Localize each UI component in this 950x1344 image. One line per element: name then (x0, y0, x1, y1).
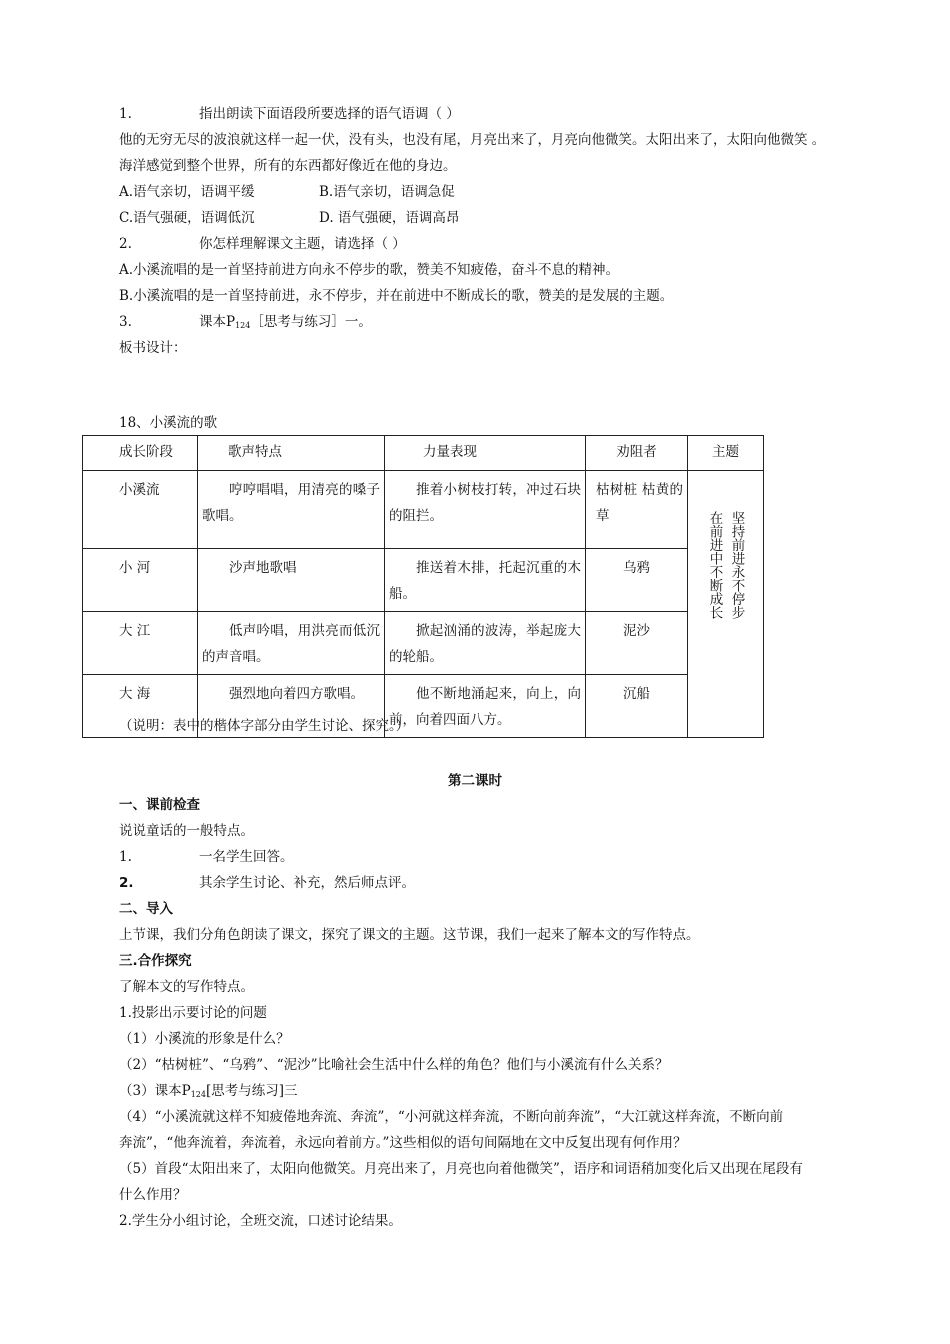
item-text: 其余学生讨论、补充，然后师点评。 (199, 875, 415, 891)
section-heading: 第二课时 (448, 773, 502, 789)
passage-line: 他的无穷无尽的波浪就这样一起一伏，没有头，也没有尾，月亮出来了，月亮向他微笑。太阳出来了，太阳向他微笑 。 (119, 132, 826, 148)
blocker-cell: 乌鸦 (586, 549, 688, 612)
theme-cell (688, 471, 764, 738)
discussion-question: （2）“枯树桩”、“乌鸦”、“泥沙”比喻社会生活中什么样的角色？他们与小溪流有什么关系？ (119, 1057, 669, 1073)
section-heading: 一、课前检查 (119, 797, 200, 813)
power-cell: 推着小树枝打转，冲过石块的阻拦。 (385, 471, 586, 549)
blocker-cell: 泥沙 (586, 612, 688, 675)
header-cell: 劝阻者 (586, 436, 688, 471)
table-row (83, 549, 764, 612)
question-number: 3. (119, 314, 132, 330)
song-cell: 沙声地歌唱 (198, 549, 385, 612)
theme-column: 在前进中不断成长 (706, 511, 723, 619)
question-text: 指出朗读下面语段所要选择的语气语调（ ） (199, 106, 460, 122)
option-b: B.小溪流唱的是一首坚持前进，永不停步，并在前进中不断成长的歌，赞美的是发展的主题。 (119, 288, 674, 304)
blocker-cell: 沉船 (586, 675, 688, 738)
discussion-question: （3）课本$P_{124}$[思考与练习]三 (119, 1083, 298, 1099)
stage-cell: 大 江 (83, 612, 198, 675)
option-a: A.小溪流唱的是一首坚持前进方向永不停步的歌，赞美不知疲倦，奋斗不息的精神。 (119, 262, 620, 278)
theme-column: 坚持前进永不停步 (728, 511, 745, 619)
song-cell: 哼哼唱唱，用清亮的嗓子歌唱。 (198, 471, 385, 549)
question-3 (119, 313, 372, 335)
board-design-label: 板书设计： (119, 340, 187, 356)
option-a: A.语气亲切，语调平缓 (119, 184, 255, 200)
option-d: D. 语气强硬，语调高昂 (319, 210, 460, 226)
blocker-cell: 枯树桩 枯黄的草 (586, 471, 688, 549)
stage-cell: 小 河 (83, 549, 198, 612)
item-number: 2. (119, 875, 134, 891)
section-heading: 三.合作探究 (119, 953, 192, 969)
discussion-question: （5）首段“太阳出来了，太阳向他微笑。月亮出来了，月亮也向着他微笑”，语序和词语稍加变化后又出现在尾段有 (119, 1161, 803, 1177)
item-text: 一名学生回答。 (199, 849, 294, 865)
question-number: 1. (119, 106, 132, 122)
question-number: 2. (119, 236, 132, 252)
discussion-question: （1）小溪流的形象是什么？ (119, 1031, 290, 1047)
song-cell: 低声吟唱，用洪亮而低沉的声音唱。 (198, 612, 385, 675)
header-cell: 成长阶段 (83, 436, 198, 471)
paragraph: 说说童话的一般特点。 (119, 823, 254, 839)
paragraph: 了解本文的写作特点。 (119, 979, 254, 995)
option-c: C.语气强硬，语调低沉 (119, 210, 255, 226)
table-note: （说明：表中的楷体字部分由学生讨论、探究。） (119, 718, 410, 734)
power-cell: 推送着木排，托起沉重的木船。 (385, 549, 586, 612)
song-cell: 强烈地向着四方歌唱。 (198, 675, 385, 738)
header-cell: 力量表现 (385, 436, 586, 471)
discussion-question-cont: 奔流”，“他奔流着，奔流着，永远向着前方。”这些相似的语句间隔地在文中反复出现有何作用？ (119, 1135, 687, 1151)
stage-cell: 小溪流 (83, 471, 198, 549)
power-cell: 掀起汹涌的波涛，举起庞大的轮船。 (385, 612, 586, 675)
discussion-question: （4）“小溪流就这样不知疲倦地奔流、奔流”，“小河就这样奔流，不断向前奔流”，“大江就这样奔流，不断向前 (119, 1109, 784, 1125)
option-row (119, 209, 459, 227)
stage-cell: 大 海 (83, 675, 198, 738)
table-row (83, 612, 764, 675)
header-cell: 歌声特点 (198, 436, 385, 471)
passage-line: 海洋感觉到整个世界，所有的东西都好像近在他的身边。 (119, 158, 457, 174)
board-table (82, 435, 764, 738)
discussion-question-cont: 什么作用？ (119, 1187, 187, 1203)
list-item (119, 848, 294, 866)
table-header-row (83, 436, 764, 471)
question-text: 你怎样理解课文主题，请选择（ ） (199, 236, 406, 252)
option-row (119, 183, 455, 201)
question-text: 课本$P_{124}[$思考与练习］一。 (199, 314, 372, 330)
paragraph: 上节课，我们分角色朗读了课文，探究了课文的主题。这节课，我们一起来了解本文的写作特点。 (119, 927, 700, 943)
question-2 (119, 235, 406, 253)
table-row (83, 471, 764, 549)
power-cell: 他不断地涌起来，向上，向前，向着四面八方。 (385, 675, 586, 738)
theme-columns (692, 477, 759, 619)
list-item (119, 874, 415, 892)
paragraph: 1.投影出示要讨论的问题 (119, 1005, 267, 1021)
section-heading: 二、导入 (119, 901, 173, 917)
header-cell: 主题 (688, 436, 764, 471)
question-1 (119, 105, 460, 123)
table-title: 18、小溪流的歌 (119, 415, 218, 431)
item-number: 1. (119, 849, 132, 865)
paragraph: 2.学生分小组讨论，全班交流，口述讨论结果。 (119, 1213, 402, 1229)
option-b: B.语气亲切，语调急促 (319, 184, 455, 200)
